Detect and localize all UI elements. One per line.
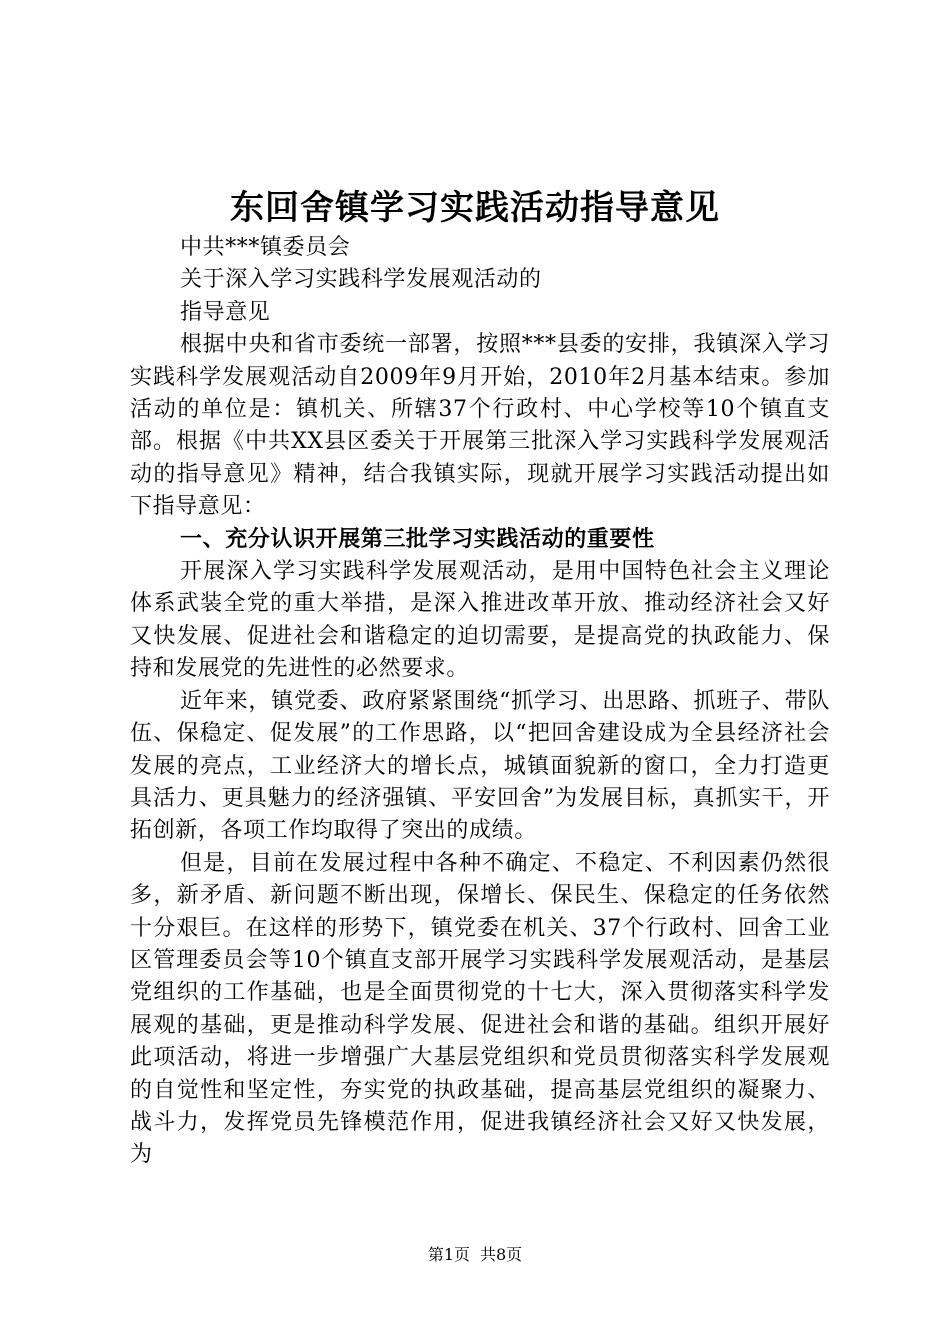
page-number: 第1页: [427, 1245, 470, 1264]
page-footer: [0, 1243, 950, 1267]
body-paragraph: 近年来，镇党委、政府紧紧围绕“抓学习、出思路、抓班子、带队伍、保稳定、促发展”的工作思路，以“把回舍建设成为全县经济社会发展的亮点，工业经济大的增长点，城镇面貌新的窗口，全力打造更具活力、更具魅力的经济强镇、平安回舍”为发展目标，真抓实干，开拓创新，各项工作均取得了突出的成绩。: [130, 688, 830, 844]
subject-line-2: 指导意见: [180, 299, 271, 325]
section-heading: 一、充分认识开展第三批学习实践活动的重要性: [180, 526, 655, 552]
body-paragraph: 但是，目前在发展过程中各种不确定、不稳定、不利因素仍然很多，新矛盾、新问题不断出现，保增长、保民生、保稳定的任务依然十分艰巨。在这样的形势下，镇党委在机关、37个行政村、回舍工业区管理委员会等10个镇直支部开展学习实践科学发展观活动，是基层党组织的工作基础，也是全面贯彻党的十七大，深入贯彻落实科学发展观的基础，更是推动科学发展、促进社会和谐的基础。组织开展好此项活动，将进一步增强广大基层党组织和党员贯彻落实科学发展观的自觉性和坚定性，夯实党的执政基础，提高基层党组织的凝聚力、战斗力，发挥党员先锋模范作用，促进我镇经济社会又好又快发展，为: [130, 850, 830, 1168]
page-total: 共8页: [480, 1245, 523, 1264]
intro-paragraph: 根据中央和省市委统一部署，按照***县委的安排，我镇深入学习实践科学发展观活动自2009年9月开始，2010年2月基本结束。参加活动的单位是：镇机关、所辖37个行政村、中心学校等10个镇直支部。根据《中共XX县区委关于开展第三批深入学习实践科学发展观活动的指导意见》精神，结合我镇实际，现就开展学习实践活动提出如下指导意见：: [130, 332, 830, 520]
document-title: 东回舍镇学习实践活动指导意见: [230, 188, 720, 228]
issuer-line: 中共***镇委员会: [180, 235, 351, 260]
document-body: [130, 232, 830, 1172]
body-paragraph: 开展深入学习实践科学发展观活动，是用中国特色社会主义理论体系武装全党的重大举措，是深入推进改革开放、推动经济社会又好又快发展、促进社会和谐稳定的迫切需要，是提高党的执政能力、保持和发展党的先进性的必然要求。: [130, 559, 830, 682]
subject-line: 关于深入学习实践科学发展观活动的: [180, 267, 542, 293]
